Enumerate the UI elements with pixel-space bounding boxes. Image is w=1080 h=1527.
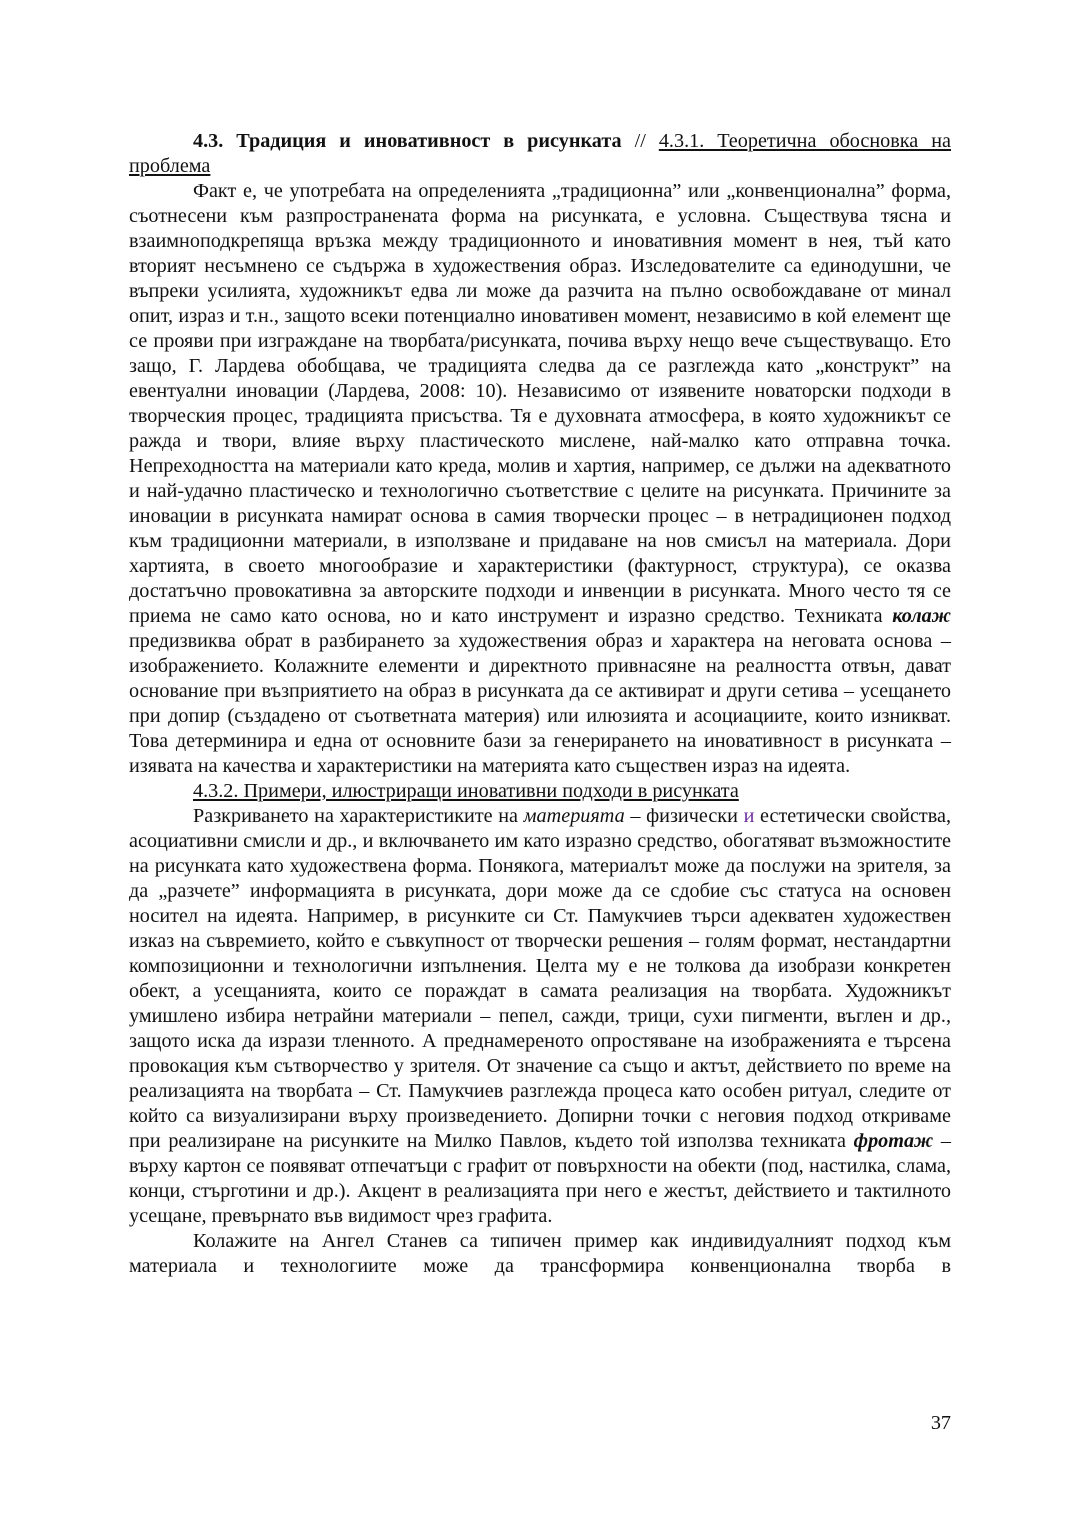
- paragraph-1: [129, 179, 951, 779]
- term-frottage: фротаж: [853, 1130, 934, 1152]
- subsection-heading-text: 4.3.2. Примери, илюстриращи иновативни подходи в рисунката: [193, 780, 739, 802]
- paragraph-2-part-1: Разкриването на характеристиките на: [193, 805, 524, 827]
- paragraph-1-part-1: Факт е, че употребата на определенията „традиционна” или „конвенционална” форма, съотнесени към разпространената форма на рисунката, е условна. Съществува тясна и взаимноподкрепяща връзка между традиционното и иновативния момент в нея, тъй като вторият несъмнено се съдържа в художествения образ. Изследователите са единодушни, че въпреки усилията, художникът едва ли може да разчита на пълно освобождаване от минал опит, израз и т.н., защото всеки потенциално иновативен момент, независимо в кой елемент ще се прояви при изграждане на творбата/рисунката, почива върху нещо вече съществуващо. Ето защо, Г. Лардева обобщава, че традицията следва да се разглежда като „конструкт” на евентуални иновации (Лардева, 2008: 10). Независимо от изявените новаторски подходи в творческия процес, традицията присъства. Тя е духовната атмосфера, в която художникът се ражда и твори, влияе върху пластическото мислене, най-малко като отправна точка. Непреходността на материали като креда, молив и хартия, например, се дължи на адекватното и най-удачно пластическо и технологично съответствие с целите на рисунката. Причините за иновации в рисунката намират основа в самия творчески процес – в нетрадиционен подход към традиционни материали, в използване и придаване на нов смисъл на материала. Дори хартията, в своето многообразие и характеристики (фактурност, структура), се оказва достатъчно провокативна за авторските подходи и инвенции в рисунката. Много често тя се приема не само като основа, но и като инструмент и изразно средство. Техниката: [129, 180, 951, 627]
- paragraph-2-part-2: – физически: [624, 805, 744, 827]
- section-heading-subtitle: 4.3.1. Теоретична обосновка на проблема: [129, 130, 952, 177]
- term-matter: материята: [523, 805, 625, 827]
- paragraph-2: [129, 804, 951, 1229]
- paragraph-3: Колажите на Ангел Станев са типичен пример как индивидуалният подход към материала и технологиите може да трансформира конвенционална творба в: [129, 1230, 951, 1277]
- page-number: 37: [930, 1412, 951, 1434]
- subsection-heading: [129, 779, 951, 804]
- paragraph-2-part-3: естетически свойства, асоциативни смисли и др., и включването им като изразно средство, обогатяват възможностите на рисунката като художествена форма. Понякога, материалът може да послужи на зрителя, за да „разчете” информацията в рисунката, дори може да се сдобие със статуса на основен носител на идеята. Например, в рисунките си Ст. Памукчиев търси адекватен художествен изказ на съвремието, който е съвкупност от творчески решения – голям формат, нестандартни композиционни и технологични изпълнения. Целта му е не толкова да изобрази конкретен обект, а усещанията, които се пораждат в самата реализация на творбата. Художникът умишлено избира нетрайни материали – пепел, сажди, трици, сухи пигменти, въглен и др., защото иска да изрази тленното. А преднамереното опростяване на изображенията е търсена провокация към сътворчество у зрителя. От значение са също и актът, действието по време на реализацията на творбата – Ст. Памукчиев разглежда процеса като особен ритуал, следите от който са визуализирани върху произведението. Допирни точки с неговия подход откриваме при реализиране на рисунките на Милко Павлов, където той използва техниката: [129, 805, 952, 1152]
- document-page: [129, 129, 951, 1279]
- paragraph-1-part-2: предизвиква обрат в разбирането за художествения образ и характера на неговата основа – изображението. Колажните елементи и директното привнасяне на реалността отвън, дават основание при възприятието на образ в рисунката да се активират и други сетива – усещането при допир (създадено от съответната материя) или илюзията и асоциациите, които изникват. Това детерминира и една от основните бази за генерирането на иновативност в рисунката – изявата на качества и характеристики на материята като съществен израз на идеята.: [129, 630, 951, 777]
- section-heading: [129, 129, 951, 179]
- section-heading-separator: //: [621, 130, 659, 152]
- paragraph-2-part-4: – върху картон се появяват отпечатъци с графит от повърхности на обекти (под, настилка, слама, конци, стърготини и др.). Акцент в реализацията при него е жестът, действието и тактилното усещане, превърнато във видимост чрез графита.: [129, 1130, 952, 1227]
- term-collage: колаж: [892, 605, 951, 627]
- conjunction-and: и: [743, 805, 755, 827]
- section-heading-title: 4.3. Традиция и иновативност в рисунката: [193, 130, 622, 152]
